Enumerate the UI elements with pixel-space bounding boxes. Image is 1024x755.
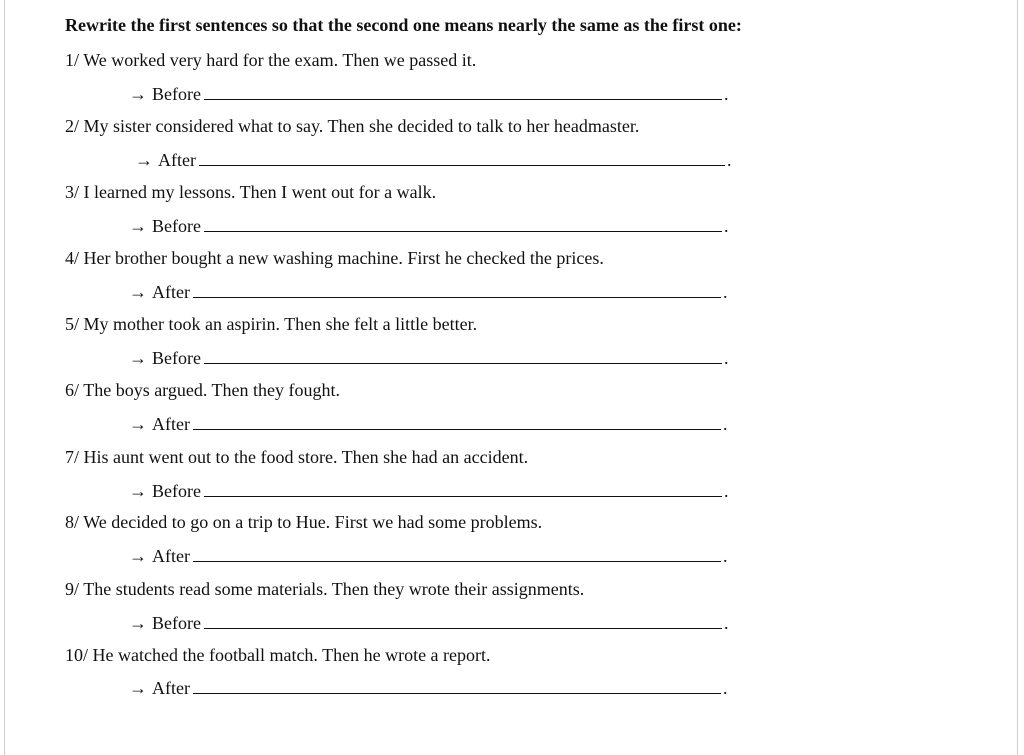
question-sentence: We worked very hard for the exam. Then we passed it. [83,50,477,70]
answer-row-9 [129,612,728,634]
question-2 [65,116,639,137]
question-10 [65,645,491,666]
arrow-icon: → [129,481,147,501]
answer-blank[interactable] [204,83,722,100]
arrow-icon: → [129,84,147,104]
answer-period: . [723,613,729,633]
answer-keyword: Before [152,216,201,236]
instructions-heading: Rewrite the first sentences so that the second one means nearly the same as the first one: [65,15,742,35]
question-sentence: My mother took an aspirin. Then she felt a little better. [83,314,478,334]
question-number: 10/ [65,645,89,665]
question-number: 3/ [65,182,80,202]
question-number: 4/ [65,248,80,268]
answer-row-10 [129,677,727,699]
worksheet-page [4,0,1018,755]
answer-keyword: After [152,414,190,434]
answer-blank[interactable] [193,281,721,298]
answer-row-7 [129,480,728,502]
answer-row-6 [129,413,727,435]
answer-period: . [722,414,728,434]
answer-row-1 [129,83,728,105]
question-sentence: The boys argued. Then they fought. [83,380,340,400]
answer-blank[interactable] [193,545,721,562]
question-4 [65,248,604,269]
answer-row-3 [129,215,728,237]
answer-period: . [723,348,729,368]
arrow-icon: → [135,150,153,170]
answer-blank[interactable] [204,347,722,364]
arrow-icon: → [129,348,147,368]
answer-period: . [723,216,729,236]
answer-keyword: After [152,546,190,566]
question-sentence: My sister considered what to say. Then she decided to talk to her headmaster. [83,116,640,136]
answer-blank[interactable] [193,677,721,694]
question-number: 6/ [65,380,80,400]
answer-period: . [723,84,729,104]
question-sentence: The students read some materials. Then they wrote their assignments. [83,579,585,599]
arrow-icon: → [129,414,147,434]
question-6 [65,380,340,401]
question-sentence: Her brother bought a new washing machine. First he checked the prices. [83,248,604,268]
answer-period: . [723,481,729,501]
answer-keyword: After [158,150,196,170]
answer-period: . [726,150,732,170]
question-number: 5/ [65,314,80,334]
arrow-icon: → [129,613,147,633]
answer-keyword: Before [152,613,201,633]
arrow-icon: → [129,546,147,566]
answer-keyword: After [152,678,190,698]
arrow-icon: → [129,216,147,236]
question-8 [65,512,542,533]
question-7 [65,447,528,468]
answer-row-5 [129,347,728,369]
question-5 [65,314,477,335]
answer-row-4 [129,281,727,303]
question-number: 9/ [65,579,80,599]
answer-period: . [722,678,728,698]
question-sentence: We decided to go on a trip to Hue. First we had some problems. [83,512,543,532]
answer-row-2 [135,149,731,171]
question-9 [65,579,584,600]
answer-blank[interactable] [193,413,721,430]
question-number: 8/ [65,512,80,532]
question-sentence: I learned my lessons. Then I went out for a walk. [83,182,437,202]
question-3 [65,182,436,203]
answer-period: . [722,546,728,566]
question-sentence: He watched the football match. Then he wrote a report. [92,645,491,665]
answer-blank[interactable] [204,612,722,629]
question-number: 2/ [65,116,80,136]
answer-keyword: Before [152,348,201,368]
answer-period: . [722,282,728,302]
question-sentence: His aunt went out to the food store. Then she had an accident. [83,447,529,467]
answer-keyword: After [152,282,190,302]
question-number: 1/ [65,50,80,70]
answer-row-8 [129,545,727,567]
answer-keyword: Before [152,84,201,104]
arrow-icon: → [129,282,147,302]
answer-keyword: Before [152,481,201,501]
answer-blank[interactable] [204,215,722,232]
answer-blank[interactable] [204,480,722,497]
answer-blank[interactable] [199,149,725,166]
arrow-icon: → [129,678,147,698]
question-1 [65,50,476,71]
question-number: 7/ [65,447,80,467]
